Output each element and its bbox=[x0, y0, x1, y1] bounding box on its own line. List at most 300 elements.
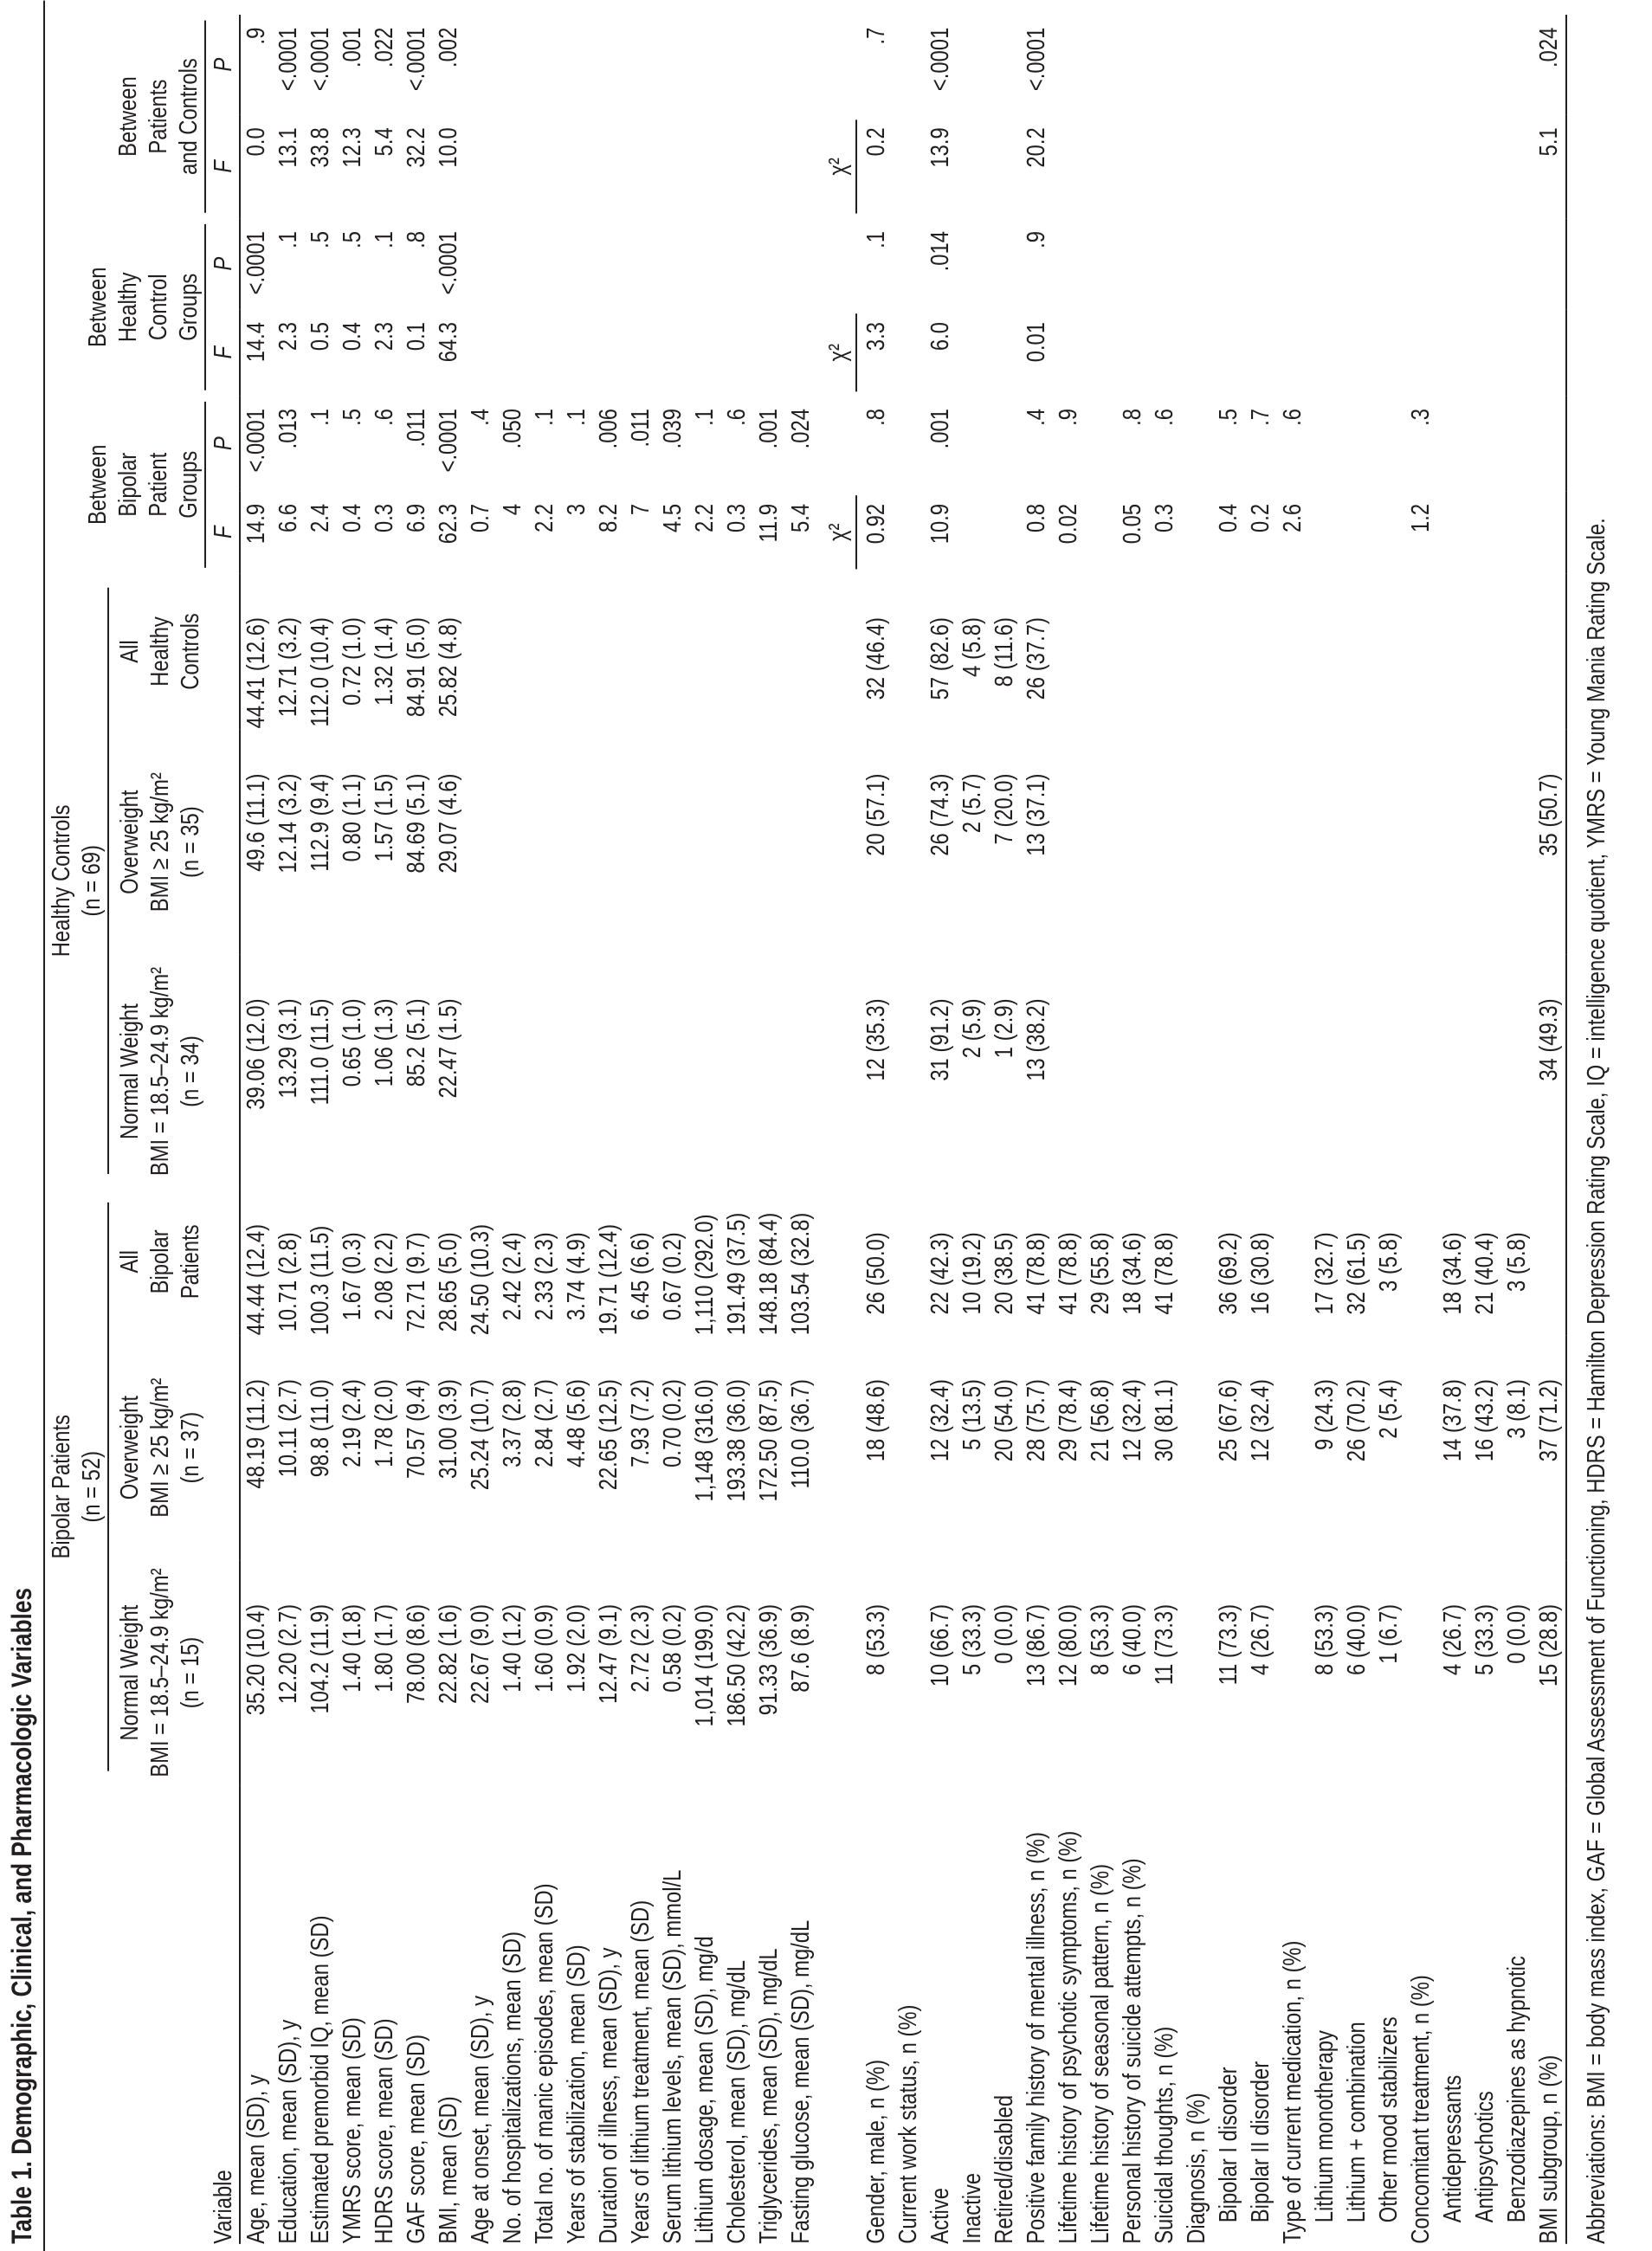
subgroup-header-line: Bipolar bbox=[146, 1229, 174, 1294]
table-row bbox=[1373, 15, 1405, 2244]
value-cell: 11 (73.3) bbox=[1215, 1603, 1242, 1686]
value-cell: 5 (33.3) bbox=[1471, 1603, 1499, 1675]
value-cell: 2.08 (2.2) bbox=[371, 1232, 398, 1321]
f-value-cell: 11.9 bbox=[755, 503, 783, 543]
table-row bbox=[817, 15, 861, 2244]
value-cell: 98.8 (11.0) bbox=[307, 1379, 334, 1478]
table-row bbox=[861, 15, 893, 2244]
value-cell bbox=[1085, 573, 1117, 729]
value-cell: 172.50 (87.5) bbox=[755, 1379, 783, 1502]
f-value-cell bbox=[689, 115, 721, 219]
header-spacer bbox=[109, 1785, 206, 2244]
value-cell bbox=[1469, 955, 1501, 1189]
p-value-cell bbox=[497, 218, 529, 309]
row-label: BMI, mean (SD) bbox=[435, 2096, 462, 2244]
f-value-cell bbox=[465, 309, 497, 396]
f-value-cell: 0.5 bbox=[307, 321, 334, 352]
value-cell: 191.49 (37.5) bbox=[723, 1212, 751, 1336]
p-header: P bbox=[206, 396, 240, 491]
row-label: Total no. of manic episodes, mean (SD) bbox=[531, 1883, 558, 2244]
p-value-cell bbox=[1501, 15, 1533, 115]
table-row bbox=[1533, 15, 1566, 2244]
value-cell bbox=[625, 573, 657, 729]
value-cell bbox=[1277, 573, 1309, 729]
p-value-cell: .6 bbox=[723, 409, 751, 426]
value-cell bbox=[1341, 573, 1373, 729]
f-value-cell bbox=[529, 309, 561, 396]
p-value-cell bbox=[1181, 396, 1213, 491]
f-value-cell bbox=[561, 115, 593, 219]
f-value-cell: 3 bbox=[563, 503, 590, 516]
value-cell: 2.33 (2.3) bbox=[531, 1232, 558, 1321]
row-label: Gender, male, n (%) bbox=[862, 2060, 890, 2244]
f-value-cell: 4 bbox=[499, 503, 526, 516]
variables-table bbox=[45, 15, 1567, 2244]
value-cell bbox=[1149, 730, 1181, 955]
value-cell: 10.11 (2.7) bbox=[274, 1379, 302, 1478]
f-value-cell bbox=[1437, 115, 1469, 219]
row-label: Inactive bbox=[958, 2172, 986, 2244]
value-cell bbox=[1501, 573, 1533, 729]
p-value-cell bbox=[1469, 218, 1501, 309]
subgroup-header-line: Controls bbox=[177, 613, 204, 690]
p-value-cell bbox=[989, 396, 1021, 491]
p-value-cell: <.0001 bbox=[435, 231, 462, 295]
h-line: Groups bbox=[175, 273, 203, 341]
row-label: Antidepressants bbox=[1439, 2074, 1467, 2223]
chi-square-header bbox=[817, 115, 861, 219]
value-cell: 35.20 (10.4) bbox=[242, 1603, 270, 1716]
value-cell: 13 (37.1) bbox=[1023, 773, 1050, 856]
p-value-cell bbox=[1309, 15, 1341, 115]
value-cell: 12 (80.0) bbox=[1055, 1603, 1082, 1687]
row-label: HDRS score, mean (SD) bbox=[371, 2018, 398, 2244]
between-bipolar-groups-header bbox=[45, 396, 206, 573]
value-cell: 2.19 (2.4) bbox=[339, 1379, 366, 1467]
p-value-cell bbox=[1277, 218, 1309, 309]
p-value-cell: .5 bbox=[339, 231, 366, 248]
value-cell bbox=[1181, 573, 1213, 729]
value-cell: 4 (26.7) bbox=[1439, 1603, 1467, 1675]
value-cell: 0.72 (1.0) bbox=[339, 617, 366, 706]
value-cell bbox=[1117, 730, 1149, 955]
row-label: Years of stabilization, mean (SD) bbox=[563, 1945, 590, 2244]
row-label: Suicidal thoughts, n (%) bbox=[1151, 2026, 1178, 2244]
value-cell bbox=[1341, 955, 1373, 1189]
f-value-cell: 4.5 bbox=[659, 503, 687, 532]
value-cell: 84.91 (5.0) bbox=[403, 617, 430, 718]
p-value-cell bbox=[1373, 15, 1405, 115]
p-value-cell bbox=[957, 396, 989, 491]
h-line: Bipolar bbox=[114, 452, 142, 517]
value-cell bbox=[689, 573, 721, 729]
value-cell bbox=[593, 573, 625, 729]
p-value-cell: .1 bbox=[691, 409, 719, 426]
table-title: Table 1. Demographic, Clinical, and Pharmacologic Variables bbox=[0, 1, 45, 2251]
table-row bbox=[401, 15, 433, 2244]
p-value-cell bbox=[465, 218, 497, 309]
subgroup-header bbox=[109, 1335, 206, 1560]
value-cell bbox=[1181, 1560, 1213, 1785]
value-cell: 30 (81.1) bbox=[1151, 1379, 1178, 1462]
f-value-cell: 1.2 bbox=[1407, 503, 1435, 532]
p-value-cell bbox=[1501, 218, 1533, 309]
p-value-cell bbox=[753, 15, 785, 115]
value-cell bbox=[721, 573, 753, 729]
p-value-cell bbox=[1309, 396, 1341, 491]
value-cell bbox=[1213, 730, 1245, 955]
p-value-cell bbox=[1341, 218, 1373, 309]
p-value-cell bbox=[785, 15, 817, 115]
p-value-cell: <.0001 bbox=[926, 27, 954, 92]
table-row bbox=[369, 15, 401, 2244]
value-cell: 0.67 (0.2) bbox=[659, 1232, 687, 1321]
row-label: Lithium dosage, mean (SD), mg/d bbox=[691, 1936, 719, 2244]
subgroup-header bbox=[109, 955, 206, 1189]
f-value-cell: 14.9 bbox=[242, 503, 270, 545]
value-cell bbox=[593, 730, 625, 955]
f-value-cell bbox=[957, 309, 989, 396]
value-cell bbox=[721, 730, 753, 955]
value-cell: 2.84 (2.7) bbox=[531, 1379, 558, 1467]
value-cell: 91.33 (36.9) bbox=[755, 1603, 783, 1716]
subgroup-header-line: BMI ≥ 25 kg/m² bbox=[146, 1377, 174, 1518]
p-value-cell bbox=[689, 218, 721, 309]
value-cell: 12 (32.4) bbox=[926, 1379, 954, 1462]
value-cell: 15 (28.8) bbox=[1533, 1560, 1566, 1785]
value-cell: 0 (0.0) bbox=[1503, 1603, 1531, 1664]
value-cell bbox=[1181, 730, 1213, 955]
f-value-cell bbox=[785, 115, 817, 219]
f-value-cell: 2.2 bbox=[531, 503, 558, 532]
f-value-cell bbox=[1245, 309, 1277, 396]
value-cell: 0.58 (0.2) bbox=[659, 1603, 687, 1693]
value-cell bbox=[1373, 955, 1405, 1189]
value-cell bbox=[1501, 955, 1533, 1189]
value-cell bbox=[785, 730, 817, 955]
f-value-cell: 0.3 bbox=[723, 503, 751, 532]
empty-header bbox=[206, 1335, 240, 1560]
f-value-cell bbox=[1053, 115, 1085, 219]
value-cell: 4.48 (5.6) bbox=[563, 1379, 590, 1467]
table-row bbox=[1053, 15, 1085, 2244]
value-cell: 1,148 (316.0) bbox=[691, 1379, 719, 1502]
f-value-cell bbox=[1085, 491, 1117, 573]
value-cell: 6 (40.0) bbox=[1119, 1603, 1146, 1675]
f-value-cell bbox=[721, 309, 753, 396]
subgroup-header-line: Normal Weight bbox=[116, 1604, 144, 1741]
value-cell bbox=[1373, 730, 1405, 955]
value-cell: 49.6 (11.1) bbox=[242, 773, 270, 872]
value-cell: 10.71 (2.8) bbox=[274, 1232, 302, 1332]
p-value-cell bbox=[1437, 396, 1469, 491]
value-cell: 8 (11.6) bbox=[991, 617, 1018, 687]
value-cell bbox=[721, 955, 753, 1189]
row-label: Lifetime history of seasonal pattern, n (%) bbox=[1087, 1863, 1114, 2244]
table-row bbox=[1021, 15, 1053, 2244]
value-cell bbox=[1277, 1335, 1309, 1560]
value-cell: 1.92 (2.0) bbox=[563, 1603, 590, 1693]
value-cell: 2 (5.9) bbox=[958, 998, 986, 1059]
f-value-cell bbox=[1373, 115, 1405, 219]
value-cell: 2.42 (2.4) bbox=[499, 1232, 526, 1321]
value-cell bbox=[1213, 573, 1245, 729]
value-cell: 84.69 (5.1) bbox=[403, 773, 430, 874]
value-cell bbox=[1213, 955, 1245, 1189]
p-value-cell bbox=[1245, 218, 1277, 309]
subgroup-header bbox=[109, 1560, 206, 1785]
table-row bbox=[753, 15, 785, 2244]
f-value-cell: 2.3 bbox=[274, 321, 302, 352]
row-label: Age, mean (SD), y bbox=[242, 2074, 270, 2244]
f-value-cell bbox=[657, 309, 689, 396]
table-row bbox=[1181, 15, 1213, 2244]
value-cell bbox=[1277, 955, 1309, 1189]
value-cell: 18 (48.6) bbox=[862, 1379, 890, 1462]
p-value-cell bbox=[1181, 15, 1213, 115]
value-cell: 16 (30.8) bbox=[1247, 1232, 1274, 1315]
value-cell: 13 (38.2) bbox=[1023, 998, 1050, 1081]
f-value-cell bbox=[1117, 115, 1149, 219]
value-cell: 8 (53.3) bbox=[1087, 1603, 1114, 1675]
value-cell bbox=[1277, 730, 1309, 955]
table-row bbox=[1501, 15, 1533, 2244]
value-cell bbox=[1341, 730, 1373, 955]
f-value-cell bbox=[893, 309, 925, 396]
f-value-cell: 2.2 bbox=[691, 503, 719, 532]
f-value-cell: 0.2 bbox=[862, 127, 890, 157]
value-cell: 44.41 (12.6) bbox=[242, 617, 270, 729]
empty-cell bbox=[817, 730, 861, 955]
value-cell: 17 (32.7) bbox=[1311, 1232, 1339, 1315]
p-value-cell bbox=[1405, 218, 1437, 309]
value-cell bbox=[893, 573, 925, 729]
subgroup-header bbox=[109, 1188, 206, 1335]
row-label: Personal history of suicide attempts, n (%) bbox=[1119, 1858, 1146, 2244]
p-value-cell bbox=[1149, 15, 1181, 115]
p-value-cell: .8 bbox=[862, 409, 890, 426]
p-value-cell: .039 bbox=[659, 409, 687, 449]
p-value-cell bbox=[625, 218, 657, 309]
f-value-cell bbox=[1501, 309, 1533, 396]
f-value-cell bbox=[1533, 491, 1566, 573]
value-cell bbox=[465, 730, 497, 955]
value-cell: 22 (42.3) bbox=[926, 1232, 954, 1315]
value-cell bbox=[497, 955, 529, 1189]
value-cell: 1 (2.9) bbox=[991, 998, 1018, 1059]
value-cell bbox=[1405, 1560, 1437, 1785]
value-cell: 5 (13.5) bbox=[958, 1379, 986, 1451]
value-cell: 3 (8.1) bbox=[1503, 1379, 1531, 1439]
p-value-cell bbox=[529, 218, 561, 309]
row-label: Education, mean (SD), y bbox=[274, 2019, 302, 2244]
value-cell bbox=[625, 955, 657, 1189]
p-value-cell: .011 bbox=[403, 409, 430, 448]
p-value-cell bbox=[957, 15, 989, 115]
value-cell bbox=[1053, 730, 1085, 955]
value-cell bbox=[1469, 573, 1501, 729]
f-value-cell bbox=[593, 115, 625, 219]
value-cell bbox=[1053, 573, 1085, 729]
table-row bbox=[1117, 15, 1149, 2244]
p-header: P bbox=[206, 218, 240, 309]
row-label: Bipolar II disorder bbox=[1247, 2061, 1274, 2223]
p-value-cell: .4 bbox=[467, 409, 494, 426]
value-cell: 8 (53.3) bbox=[1311, 1603, 1339, 1675]
empty-cell bbox=[817, 218, 861, 309]
value-cell: 112.0 (10.4) bbox=[307, 617, 334, 727]
row-label: Benzodiazepines as hypnotic bbox=[1503, 1956, 1531, 2223]
f-value-cell bbox=[989, 309, 1021, 396]
f-value-cell bbox=[989, 115, 1021, 219]
chi-square-label: χ² bbox=[821, 313, 857, 391]
value-cell: 13.29 (3.1) bbox=[274, 998, 302, 1099]
f-value-cell bbox=[1181, 491, 1213, 573]
p-value-cell bbox=[721, 218, 753, 309]
p-value-cell bbox=[1053, 15, 1085, 115]
p-value-cell: <.0001 bbox=[274, 27, 302, 92]
f-value-cell bbox=[465, 115, 497, 219]
p-value-cell: <.0001 bbox=[307, 27, 334, 92]
value-cell bbox=[1405, 1188, 1437, 1335]
table-row bbox=[893, 15, 925, 2244]
p-value-cell: <.0001 bbox=[403, 27, 430, 92]
value-cell: 26 (37.7) bbox=[1023, 617, 1050, 700]
value-cell: 35 (50.7) bbox=[1533, 730, 1566, 955]
f-value-cell bbox=[1213, 115, 1245, 219]
value-cell: 1.78 (2.0) bbox=[371, 1379, 398, 1467]
f-value-cell bbox=[1341, 115, 1373, 219]
p-value-cell: .1 bbox=[531, 409, 558, 426]
h-line: and Controls bbox=[175, 58, 203, 176]
table-row bbox=[721, 15, 753, 2244]
f-value-cell: 0.01 bbox=[1023, 321, 1050, 363]
f-value-cell: 32.2 bbox=[403, 127, 430, 168]
value-cell: 4 (26.7) bbox=[1247, 1603, 1274, 1675]
value-cell bbox=[785, 573, 817, 729]
value-cell: 26 (50.0) bbox=[862, 1232, 890, 1315]
row-label: Serum lithium levels, mean (SD), mmol/L bbox=[659, 1869, 687, 2244]
value-cell bbox=[893, 1335, 925, 1560]
value-cell bbox=[1245, 955, 1277, 1189]
row-label: Type of current medication, n (%) bbox=[1279, 1940, 1307, 2244]
value-cell bbox=[657, 730, 689, 955]
p-value-cell: <.0001 bbox=[435, 409, 462, 473]
p-value-cell bbox=[1085, 15, 1117, 115]
table-row bbox=[561, 15, 593, 2244]
p-value-cell bbox=[1469, 15, 1501, 115]
value-cell: 2 (5.7) bbox=[958, 773, 986, 834]
value-cell bbox=[1085, 955, 1117, 1189]
p-value-cell bbox=[1117, 218, 1149, 309]
group-label: Bipolar Patients bbox=[48, 1414, 75, 1559]
p-value-cell: .024 bbox=[1533, 15, 1566, 115]
p-value-cell: .024 bbox=[787, 409, 815, 449]
f-value-cell bbox=[957, 491, 989, 573]
value-cell: 20 (38.5) bbox=[991, 1232, 1018, 1315]
value-cell: 103.54 (32.8) bbox=[787, 1212, 815, 1336]
p-value-cell: <.0001 bbox=[1023, 27, 1050, 92]
table-row bbox=[1341, 15, 1373, 2244]
p-value-cell bbox=[1149, 218, 1181, 309]
value-cell: 25.24 (10.7) bbox=[467, 1379, 494, 1491]
value-cell bbox=[785, 955, 817, 1189]
value-cell bbox=[753, 955, 785, 1189]
value-cell: 31 (91.2) bbox=[926, 998, 954, 1081]
f-value-cell: 3.3 bbox=[862, 321, 890, 352]
subgroup-header bbox=[109, 730, 206, 955]
value-cell bbox=[1405, 730, 1437, 955]
f-value-cell bbox=[1117, 309, 1149, 396]
subgroup-header-line: (n = 34) bbox=[177, 1035, 204, 1107]
value-cell bbox=[1437, 573, 1469, 729]
p-value-cell bbox=[1117, 15, 1149, 115]
p-value-cell: .006 bbox=[595, 409, 623, 449]
value-cell: 10 (19.2) bbox=[958, 1232, 986, 1315]
f-value-cell: 8.2 bbox=[595, 503, 623, 532]
p-value-cell bbox=[561, 15, 593, 115]
value-cell bbox=[465, 573, 497, 729]
value-cell: 13 (86.7) bbox=[1023, 1603, 1050, 1687]
f-value-cell: 0.2 bbox=[1247, 503, 1274, 532]
value-cell bbox=[893, 955, 925, 1189]
value-cell: 25.82 (4.8) bbox=[435, 617, 462, 718]
table-row bbox=[1213, 15, 1245, 2244]
table-row bbox=[1245, 15, 1277, 2244]
value-cell bbox=[1373, 573, 1405, 729]
f-value-cell: 5.4 bbox=[787, 503, 815, 532]
p-value-cell bbox=[657, 15, 689, 115]
value-cell: 3.37 (2.8) bbox=[499, 1379, 526, 1467]
p-value-cell: .1 bbox=[307, 409, 334, 426]
empty-cell bbox=[817, 955, 861, 1189]
p-value-cell bbox=[689, 15, 721, 115]
value-cell bbox=[561, 573, 593, 729]
row-label: Lifetime history of psychotic symptoms, n (%) bbox=[1055, 1830, 1082, 2244]
value-cell: 12 (32.4) bbox=[1247, 1379, 1274, 1462]
f-value-cell: 0.4 bbox=[1215, 503, 1242, 532]
f-value-cell bbox=[1309, 115, 1341, 219]
value-cell: 32 (61.5) bbox=[1343, 1232, 1371, 1315]
p-value-cell: <.0001 bbox=[242, 231, 270, 295]
f-value-cell bbox=[1245, 115, 1277, 219]
table-row bbox=[240, 15, 273, 2244]
value-cell: 1.40 (1.8) bbox=[339, 1603, 366, 1693]
table-row bbox=[433, 15, 465, 2244]
value-cell: 3 (5.8) bbox=[1375, 1232, 1403, 1293]
f-value-cell: 2.4 bbox=[307, 503, 334, 532]
p-value-cell: .001 bbox=[339, 27, 366, 68]
value-cell bbox=[753, 730, 785, 955]
value-cell: 41 (78.8) bbox=[1151, 1232, 1178, 1315]
rotated-table-page bbox=[0, 1, 1652, 2251]
p-value-cell bbox=[1373, 218, 1405, 309]
value-cell: 29.07 (4.6) bbox=[435, 773, 462, 874]
p-value-cell bbox=[1437, 15, 1469, 115]
f-value-cell bbox=[497, 309, 529, 396]
value-cell: 72.71 (9.7) bbox=[403, 1232, 430, 1332]
value-cell bbox=[657, 573, 689, 729]
table-row bbox=[1437, 15, 1469, 2244]
chi-square-label: χ² bbox=[821, 495, 857, 570]
table-row bbox=[957, 15, 989, 2244]
f-value-cell bbox=[1405, 309, 1437, 396]
row-label: Bipolar I disorder bbox=[1215, 2067, 1242, 2223]
f-value-cell bbox=[1373, 491, 1405, 573]
f-value-cell: 62.3 bbox=[435, 503, 462, 545]
h-line: Healthy bbox=[114, 272, 142, 343]
f-value-cell: 0.3 bbox=[371, 503, 398, 532]
